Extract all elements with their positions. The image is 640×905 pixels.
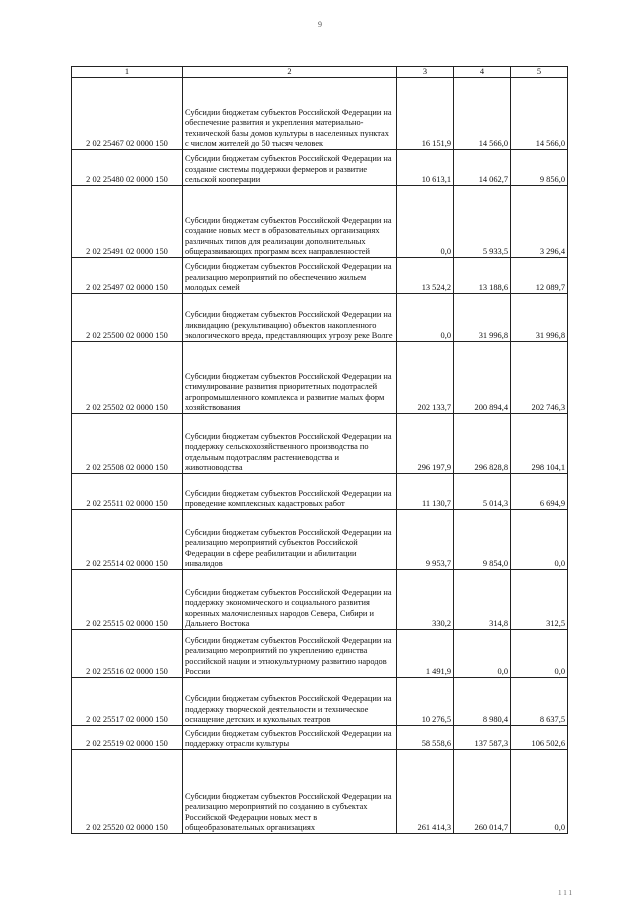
table-row xyxy=(72,726,568,750)
value-col5: 106 502,6 xyxy=(511,726,568,750)
row-description: Субсидии бюджетам субъектов Российской Федерации на поддержку отрасли культуры xyxy=(183,726,397,750)
column-header-2: 2 xyxy=(183,67,397,78)
budget-code: 2 02 25467 02 0000 150 xyxy=(72,78,183,150)
budget-code: 2 02 25502 02 0000 150 xyxy=(72,342,183,414)
value-col5: 0,0 xyxy=(511,630,568,678)
value-col3: 9 953,7 xyxy=(397,510,454,570)
row-description: Субсидии бюджетам субъектов Российской Федерации на реализацию мероприятий по обеспечению жильем молодых семей xyxy=(183,258,397,294)
value-col3: 58 558,6 xyxy=(397,726,454,750)
budget-code: 2 02 25514 02 0000 150 xyxy=(72,510,183,570)
value-col4: 0,0 xyxy=(454,630,511,678)
value-col3: 330,2 xyxy=(397,570,454,630)
value-col4: 296 828,8 xyxy=(454,414,511,474)
column-header-5: 5 xyxy=(511,67,568,78)
table-row xyxy=(72,258,568,294)
value-col4: 137 587,3 xyxy=(454,726,511,750)
value-col3: 10 276,5 xyxy=(397,678,454,726)
column-header-4: 4 xyxy=(454,67,511,78)
value-col3: 0,0 xyxy=(397,294,454,342)
table-row xyxy=(72,570,568,630)
row-description: Субсидии бюджетам субъектов Российской Федерации на создание системы поддержки фермеров и развитие сельской кооперации xyxy=(183,150,397,186)
table-row xyxy=(72,150,568,186)
row-description: Субсидии бюджетам субъектов Российской Федерации на обеспечение развития и укрепления материально-технической базы домов культуры в населенных пунктах с числом жителей до 50 тысяч человек xyxy=(183,78,397,150)
table-row xyxy=(72,78,568,150)
value-col4: 31 996,8 xyxy=(454,294,511,342)
value-col3: 11 130,7 xyxy=(397,474,454,510)
value-col5: 14 566,0 xyxy=(511,78,568,150)
value-col3: 261 414,3 xyxy=(397,750,454,834)
row-description: Субсидии бюджетам субъектов Российской Федерации на реализацию мероприятий по созданию в субъектах Российской Федерации новых мест в общеобразовательных организациях xyxy=(183,750,397,834)
value-col5: 3 296,4 xyxy=(511,186,568,258)
value-col3: 296 197,9 xyxy=(397,414,454,474)
budget-code: 2 02 25520 02 0000 150 xyxy=(72,750,183,834)
table-row xyxy=(72,678,568,726)
value-col3: 10 613,1 xyxy=(397,150,454,186)
column-header-3: 3 xyxy=(397,67,454,78)
table-row xyxy=(72,186,568,258)
value-col5: 0,0 xyxy=(511,510,568,570)
budget-table xyxy=(71,66,568,834)
value-col4: 200 894,4 xyxy=(454,342,511,414)
value-col5: 31 996,8 xyxy=(511,294,568,342)
budget-code: 2 02 25508 02 0000 150 xyxy=(72,414,183,474)
row-description: Субсидии бюджетам субъектов Российской Федерации на поддержку творческой деятельности и техническое оснащение детских и кукольных театров xyxy=(183,678,397,726)
budget-code: 2 02 25491 02 0000 150 xyxy=(72,186,183,258)
budget-code: 2 02 25511 02 0000 150 xyxy=(72,474,183,510)
row-description: Субсидии бюджетам субъектов Российской Федерации на ликвидацию (рекультивацию) объектов накопленного экологического вреда, представляющих угрозу реке Волге xyxy=(183,294,397,342)
table-row xyxy=(72,750,568,834)
value-col4: 8 980,4 xyxy=(454,678,511,726)
table-body xyxy=(72,78,568,834)
value-col4: 13 188,6 xyxy=(454,258,511,294)
table-row xyxy=(72,474,568,510)
value-col5: 6 694,9 xyxy=(511,474,568,510)
row-description: Субсидии бюджетам субъектов Российской Федерации на реализацию мероприятий субъектов Российской Федерации в сфере реабилитации и абилитации инвалидов xyxy=(183,510,397,570)
value-col3: 16 151,9 xyxy=(397,78,454,150)
page-number: 9 xyxy=(318,20,322,29)
value-col3: 0,0 xyxy=(397,186,454,258)
row-description: Субсидии бюджетам субъектов Российской Федерации на реализацию мероприятий по укреплению единства российской нации и этнокультурному развитию народов России xyxy=(183,630,397,678)
value-col5: 9 856,0 xyxy=(511,150,568,186)
value-col5: 202 746,3 xyxy=(511,342,568,414)
budget-code: 2 02 25519 02 0000 150 xyxy=(72,726,183,750)
row-description: Субсидии бюджетам субъектов Российской Федерации на поддержку экономического и социального развития коренных малочисленных народов Севера, Сибири и Дальнего Востока xyxy=(183,570,397,630)
budget-code: 2 02 25515 02 0000 150 xyxy=(72,570,183,630)
table-header-row xyxy=(72,67,568,78)
table-row xyxy=(72,342,568,414)
value-col5: 8 637,5 xyxy=(511,678,568,726)
value-col4: 5 933,5 xyxy=(454,186,511,258)
budget-code: 2 02 25517 02 0000 150 xyxy=(72,678,183,726)
budget-code: 2 02 25497 02 0000 150 xyxy=(72,258,183,294)
footer-mark: 111 xyxy=(558,889,574,897)
budget-code: 2 02 25516 02 0000 150 xyxy=(72,630,183,678)
budget-code: 2 02 25500 02 0000 150 xyxy=(72,294,183,342)
value-col5: 298 104,1 xyxy=(511,414,568,474)
value-col5: 312,5 xyxy=(511,570,568,630)
row-description: Субсидии бюджетам субъектов Российской Федерации на проведение комплексных кадастровых работ xyxy=(183,474,397,510)
value-col4: 260 014,7 xyxy=(454,750,511,834)
value-col3: 13 524,2 xyxy=(397,258,454,294)
column-header-1: 1 xyxy=(72,67,183,78)
value-col4: 9 854,0 xyxy=(454,510,511,570)
table-row xyxy=(72,414,568,474)
value-col4: 14 566,0 xyxy=(454,78,511,150)
value-col4: 314,8 xyxy=(454,570,511,630)
row-description: Субсидии бюджетам субъектов Российской Федерации на стимулирование развития приоритетных подотраслей агропромышленного комплекса и развитие малых форм хозяйствования xyxy=(183,342,397,414)
value-col5: 0,0 xyxy=(511,750,568,834)
value-col4: 5 014,3 xyxy=(454,474,511,510)
budget-code: 2 02 25480 02 0000 150 xyxy=(72,150,183,186)
table-row xyxy=(72,630,568,678)
value-col3: 1 491,9 xyxy=(397,630,454,678)
value-col5: 12 089,7 xyxy=(511,258,568,294)
row-description: Субсидии бюджетам субъектов Российской Федерации на создание новых мест в образовательных организациях различных типов для реализации дополнительных общеразвивающих программ всех направленностей xyxy=(183,186,397,258)
row-description: Субсидии бюджетам субъектов Российской Федерации на поддержку сельскохозяйственного производства по отдельным подотраслям растениеводства и животноводства xyxy=(183,414,397,474)
value-col3: 202 133,7 xyxy=(397,342,454,414)
table-row xyxy=(72,294,568,342)
table-row xyxy=(72,510,568,570)
value-col4: 14 062,7 xyxy=(454,150,511,186)
